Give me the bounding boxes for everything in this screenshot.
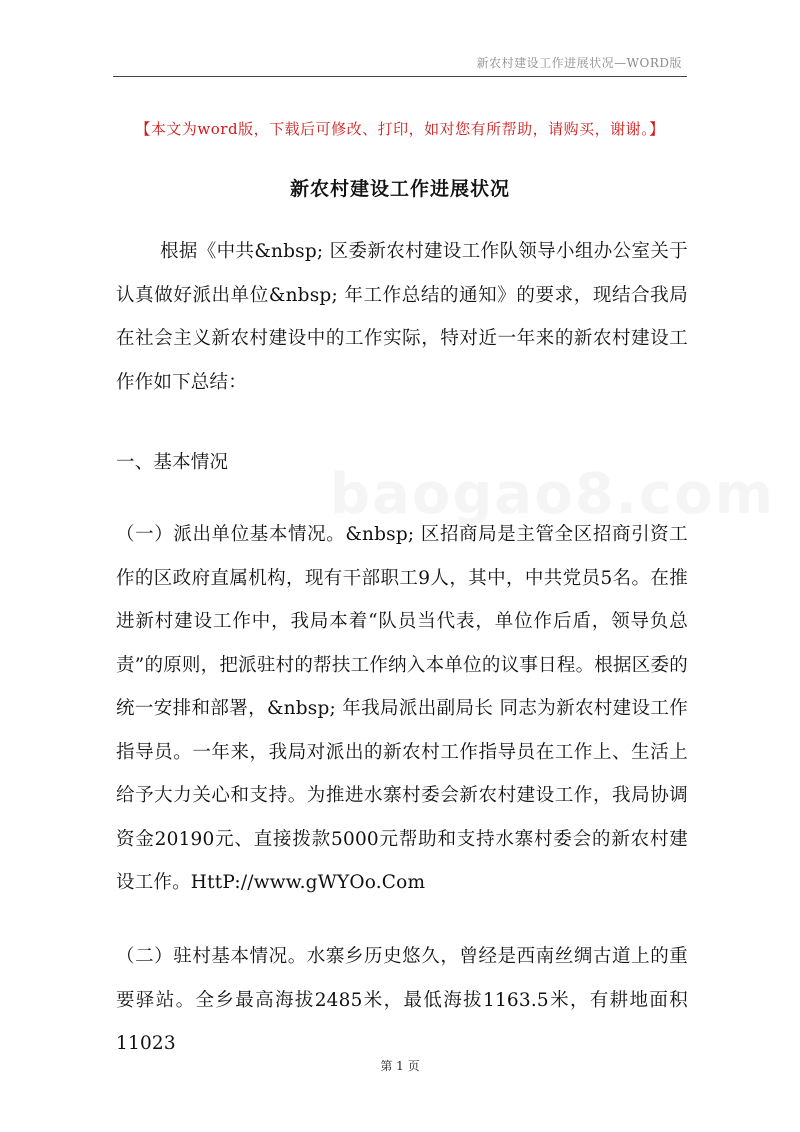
intro-paragraph: 根据《中共&nbsp; 区委新农村建设工作队领导小组办公室关于认真做好派出单位&nbsp; 年工作总结的通知》的要求，现结合我局在社会主义新农村建设中的工作实际，特对近一年来的新农村建设工作作如下总结： (116, 241, 688, 393)
body-paragraph-2: （二）驻村基本情况。水寨乡历史悠久，曾经是西南丝绸古道上的重要驿站。全乡最高海拔2485米，最低海拔1163.5米，有耕地面积11023 (116, 946, 688, 1054)
document-title: 新农村建设工作进展状况 (289, 178, 510, 200)
page-number: 第 1 页 (380, 1059, 420, 1073)
body-paragraph-1: （一）派出单位基本情况。&nbsp; 区招商局是主管全区招商引资工作的区政府直属机构，现有干部职工9人，其中，中共党员5名。在推进新村建设工作中，我局本着“队员当代表，单位作后盾，领导负总责”的原则，把派驻村的帮扶工作纳入本单位的议事日程。根据区委的统一安排和部署，&nbsp; 年我局派出副局长 同志为新农村建设工作指导员。一年来，我局对派出的新农村工作指导员在工作上、生活上给予大力关心和支持。为推进水寨村委会新农村建设工作，我局协调资金20190元、直接拨款5000元帮助和支持水寨村委会的新农村建设工作。HttP://www.gWYOo.Com (116, 524, 688, 893)
purchase-notice: 【本文为word版，下载后可修改、打印，如对您有所帮助，请购买，谢谢。】 (135, 120, 665, 138)
watermark: baogao8.com (330, 462, 775, 527)
running-header: 新农村建设工作进展状况—WORD版 (476, 56, 682, 70)
section-heading: 一、基本情况 (116, 452, 229, 473)
header-divider (113, 76, 687, 77)
